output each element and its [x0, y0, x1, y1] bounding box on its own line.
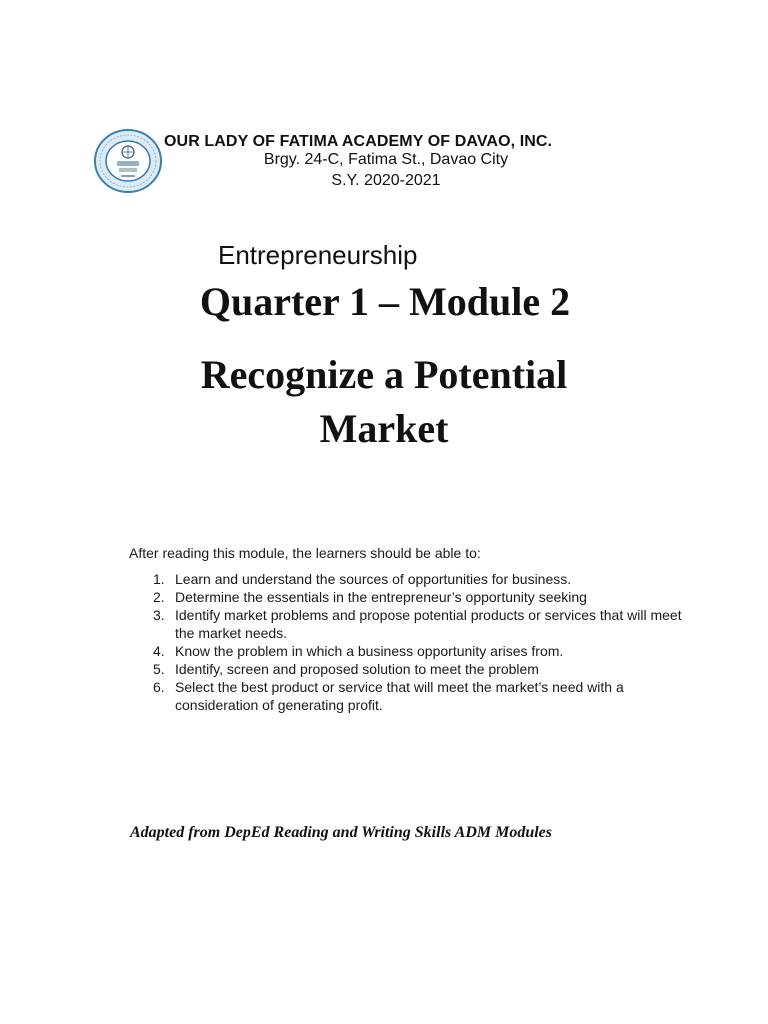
list-item-number: 5. [153, 661, 165, 677]
list-item-number: 6. [153, 679, 165, 695]
quarter-module-heading: Quarter 1 – Module 2 [199, 279, 571, 324]
module-title-line-1: Recognize a Potential [200, 352, 568, 397]
source-credit: Adapted from DepEd Reading and Writing Skills ADM Modules [130, 824, 552, 841]
objectives-intro: After reading this module, the learners should be able to: [129, 545, 481, 561]
list-item [129, 678, 689, 714]
list-item [129, 588, 689, 606]
list-item-text: Determine the essentials in the entrepreneur’s opportunity seeking [175, 589, 587, 605]
list-item-number: 3. [153, 607, 165, 623]
school-name: OUR LADY OF FATIMA ACADEMY OF DAVAO, INC. [164, 133, 553, 150]
list-item-text: Know the problem in which a business opportunity arises from. [175, 643, 564, 659]
list-item-text: Identify, screen and proposed solution to meet the problem [175, 661, 539, 677]
list-item-text: Select the best product or service that will meet the market’s need with a consideration of generating profit. [175, 679, 624, 713]
school-address: Brgy. 24-C, Fatima St., Davao City [263, 151, 509, 168]
list-item-text: Identify market problems and propose potential products or services that will meet the market needs. [175, 607, 682, 641]
subject-heading: Entrepreneurship [218, 240, 418, 270]
list-item [129, 660, 689, 678]
objectives-list [129, 570, 689, 714]
list-item-number: 1. [153, 571, 165, 587]
list-item [129, 606, 689, 642]
list-item [129, 642, 689, 660]
list-item-text: Learn and understand the sources of opportunities for business. [175, 571, 572, 587]
list-item [129, 570, 689, 588]
list-item-number: 2. [153, 589, 165, 605]
module-title-line-2: Market [319, 406, 449, 451]
list-item-number: 4. [153, 643, 165, 659]
school-year: S.Y. 2020-2021 [331, 172, 441, 189]
